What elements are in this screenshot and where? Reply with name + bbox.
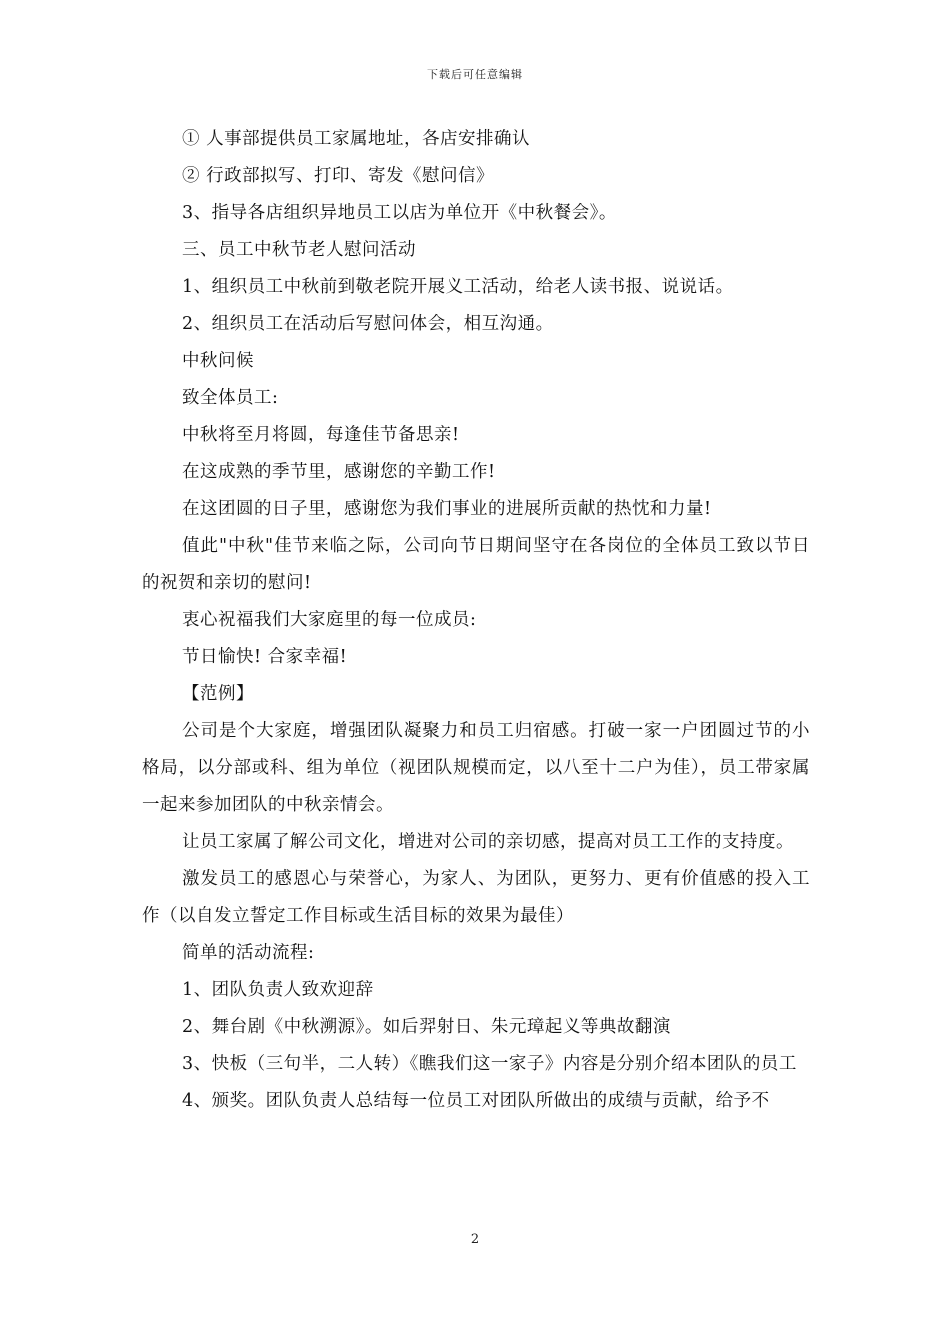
paragraph: 中秋将至月将圆，每逢佳节备思亲! bbox=[182, 425, 460, 445]
paragraph: 3、指导各店组织异地员工以店为单位开《中秋餐会》。 bbox=[182, 203, 617, 223]
list-item: 3、快板（三句半，二人转）《瞧我们这一家子》内容是分别介绍本团队的员工 bbox=[182, 1054, 797, 1074]
paragraph: 激发员工的感恩心与荣誉心，为家人、为团队，更努力、更有价值感的投入工作（以自发立誓定工作目标或生活目标的效果为最佳） bbox=[142, 869, 810, 926]
paragraph: ② 行政部拟写、打印、寄发《慰问信》 bbox=[182, 166, 495, 186]
section-heading: 三、员工中秋节老人慰问活动 bbox=[182, 240, 416, 260]
page-header: 下载后可任意编辑 bbox=[427, 68, 523, 81]
paragraph: ① 人事部提供员工家属地址，各店安排确认 bbox=[182, 129, 531, 149]
paragraph: 2、组织员工在活动后写慰问体会，相互沟通。 bbox=[182, 314, 554, 334]
paragraph: 衷心祝福我们大家庭里的每一位成员: bbox=[182, 610, 477, 630]
paragraph: 公司是个大家庭，增强团队凝聚力和员工归宿感。打破一家一户团圆过节的小格局，以分部或科、组为单位（视团队规模而定，以八至十二户为佳），员工带家属一起来参加团队的中秋亲情会。 bbox=[142, 721, 810, 815]
section-heading: 【范例】 bbox=[182, 684, 254, 704]
list-item: 1、团队负责人致欢迎辞 bbox=[182, 980, 374, 1000]
paragraph: 简单的活动流程: bbox=[182, 943, 315, 963]
paragraph: 值此"中秋"佳节来临之际，公司向节日期间坚守在各岗位的全体员工致以节日的祝贺和亲切的慰问! bbox=[142, 536, 810, 593]
paragraph: 在这团圆的日子里，感谢您为我们事业的进展所贡献的热忱和力量! bbox=[182, 499, 712, 519]
paragraph: 节日愉快! 合家幸福! bbox=[182, 647, 348, 667]
list-item: 4、颁奖。团队负责人总结每一位员工对团队所做出的成绩与贡献，给予不 bbox=[182, 1091, 770, 1111]
page-number: 2 bbox=[470, 1232, 480, 1247]
paragraph: 让员工家属了解公司文化，增进对公司的亲切感，提高对员工工作的支持度。 bbox=[182, 832, 794, 852]
paragraph: 1、组织员工中秋前到敬老院开展义工活动，给老人读书报、说说话。 bbox=[182, 277, 734, 297]
greeting-line: 致全体员工: bbox=[182, 388, 279, 408]
section-heading: 中秋问候 bbox=[182, 351, 254, 371]
paragraph: 在这成熟的季节里，感谢您的辛勤工作! bbox=[182, 462, 496, 482]
list-item: 2、舞台剧《中秋溯源》。如后羿射日、朱元璋起义等典故翻演 bbox=[182, 1017, 671, 1037]
document-body bbox=[142, 121, 810, 1120]
